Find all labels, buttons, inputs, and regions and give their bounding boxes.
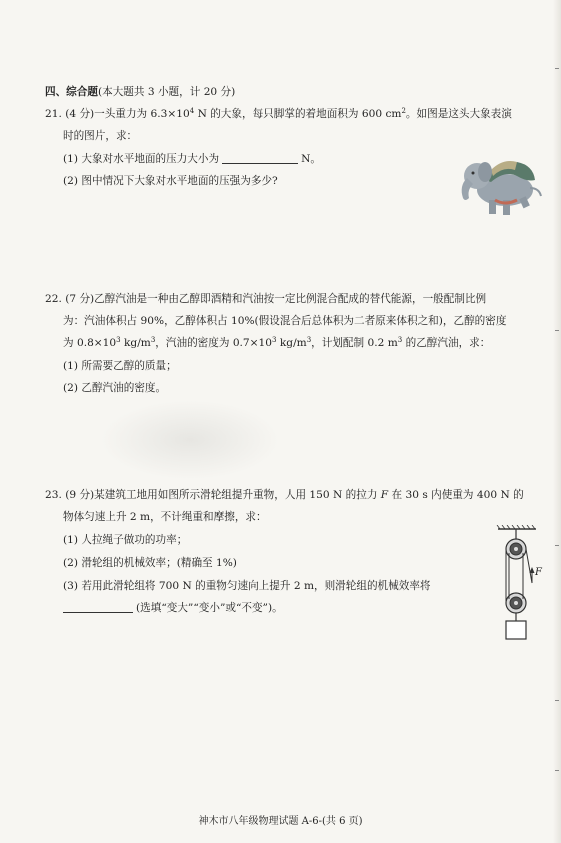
force-label: F (535, 567, 542, 578)
q21-line-1: 21. (4 分)一头重力为 $6.3\times 10^4$ N 的大象，每只脚掌的着地面积为 600 $cm^2$。如图是这头大象表演 (45, 107, 512, 120)
q22-part-1: (1) 所需要乙醇的质量； (63, 360, 177, 372)
q21-part-2: (2) 图中情况下大象对水平地面的压强为多少? (63, 175, 278, 187)
q22-line-1: 22. (7 分)乙醇汽油是一种由乙醇即酒精和汽油按一定比例混合配成的替代能源，一般配制比例 (45, 293, 487, 305)
q22-line-2: 为：汽油体积占 90%，乙醇体积占 10%(假设混合后总体积为二者原来体积之和)，乙醇的密度 (63, 315, 507, 327)
bleed-through-shadow (100, 400, 280, 480)
page-edge (553, 0, 561, 843)
q22-part-2: (2) 乙醇汽油的密度。 (63, 382, 167, 394)
q21-part-1: (1) 大象对水平地面的压力大小为 N。 (63, 153, 321, 165)
answer-blank[interactable] (63, 601, 133, 613)
section-heading: 四、综合题(本大题共 3 小题，计 20 分) (45, 86, 236, 98)
edge-mark (555, 700, 559, 701)
q21-line-2: 时的图片，求： (63, 130, 138, 142)
edge-mark (555, 330, 559, 331)
answer-blank[interactable] (222, 152, 298, 164)
pulley-diagram (492, 525, 552, 645)
elephant-illustration (455, 140, 545, 220)
q23-line-2: 物体匀速上升 2 m，不计绳重和摩擦，求： (63, 511, 267, 523)
q23-part-3-cont: (选填“变大”“变小”或“不变”)。 (63, 600, 283, 616)
page-footer: 神木市八年级物理试题 A-6-(共 6 页) (198, 816, 363, 827)
q22-line-3: 为 $0.8\times 10^3$ $kg/m^3$，汽油的密度为 $0.7\times 10^3$ $kg/m^3$，计划配制 0.2 $m^3$ 的乙醇汽油，求： (63, 336, 491, 349)
edge-mark (555, 68, 559, 69)
q23-part-1: (1) 人拉绳子做功的功率； (63, 534, 188, 546)
edge-mark (555, 770, 559, 771)
q23-part-2: (2) 滑轮组的机械效率；(精确至 1%) (63, 557, 237, 569)
q23-part-3: (3) 若用此滑轮组将 700 N 的重物匀速向上提升 2 m，则滑轮组的机械效率将 (63, 580, 431, 592)
q23-line-1: 23. (9 分)某建筑工地用如图所示滑轮组提升重物，人用 150 N 的拉力 F 在 30 s 内使重为 400 N 的 (45, 489, 524, 501)
edge-mark (555, 545, 559, 546)
